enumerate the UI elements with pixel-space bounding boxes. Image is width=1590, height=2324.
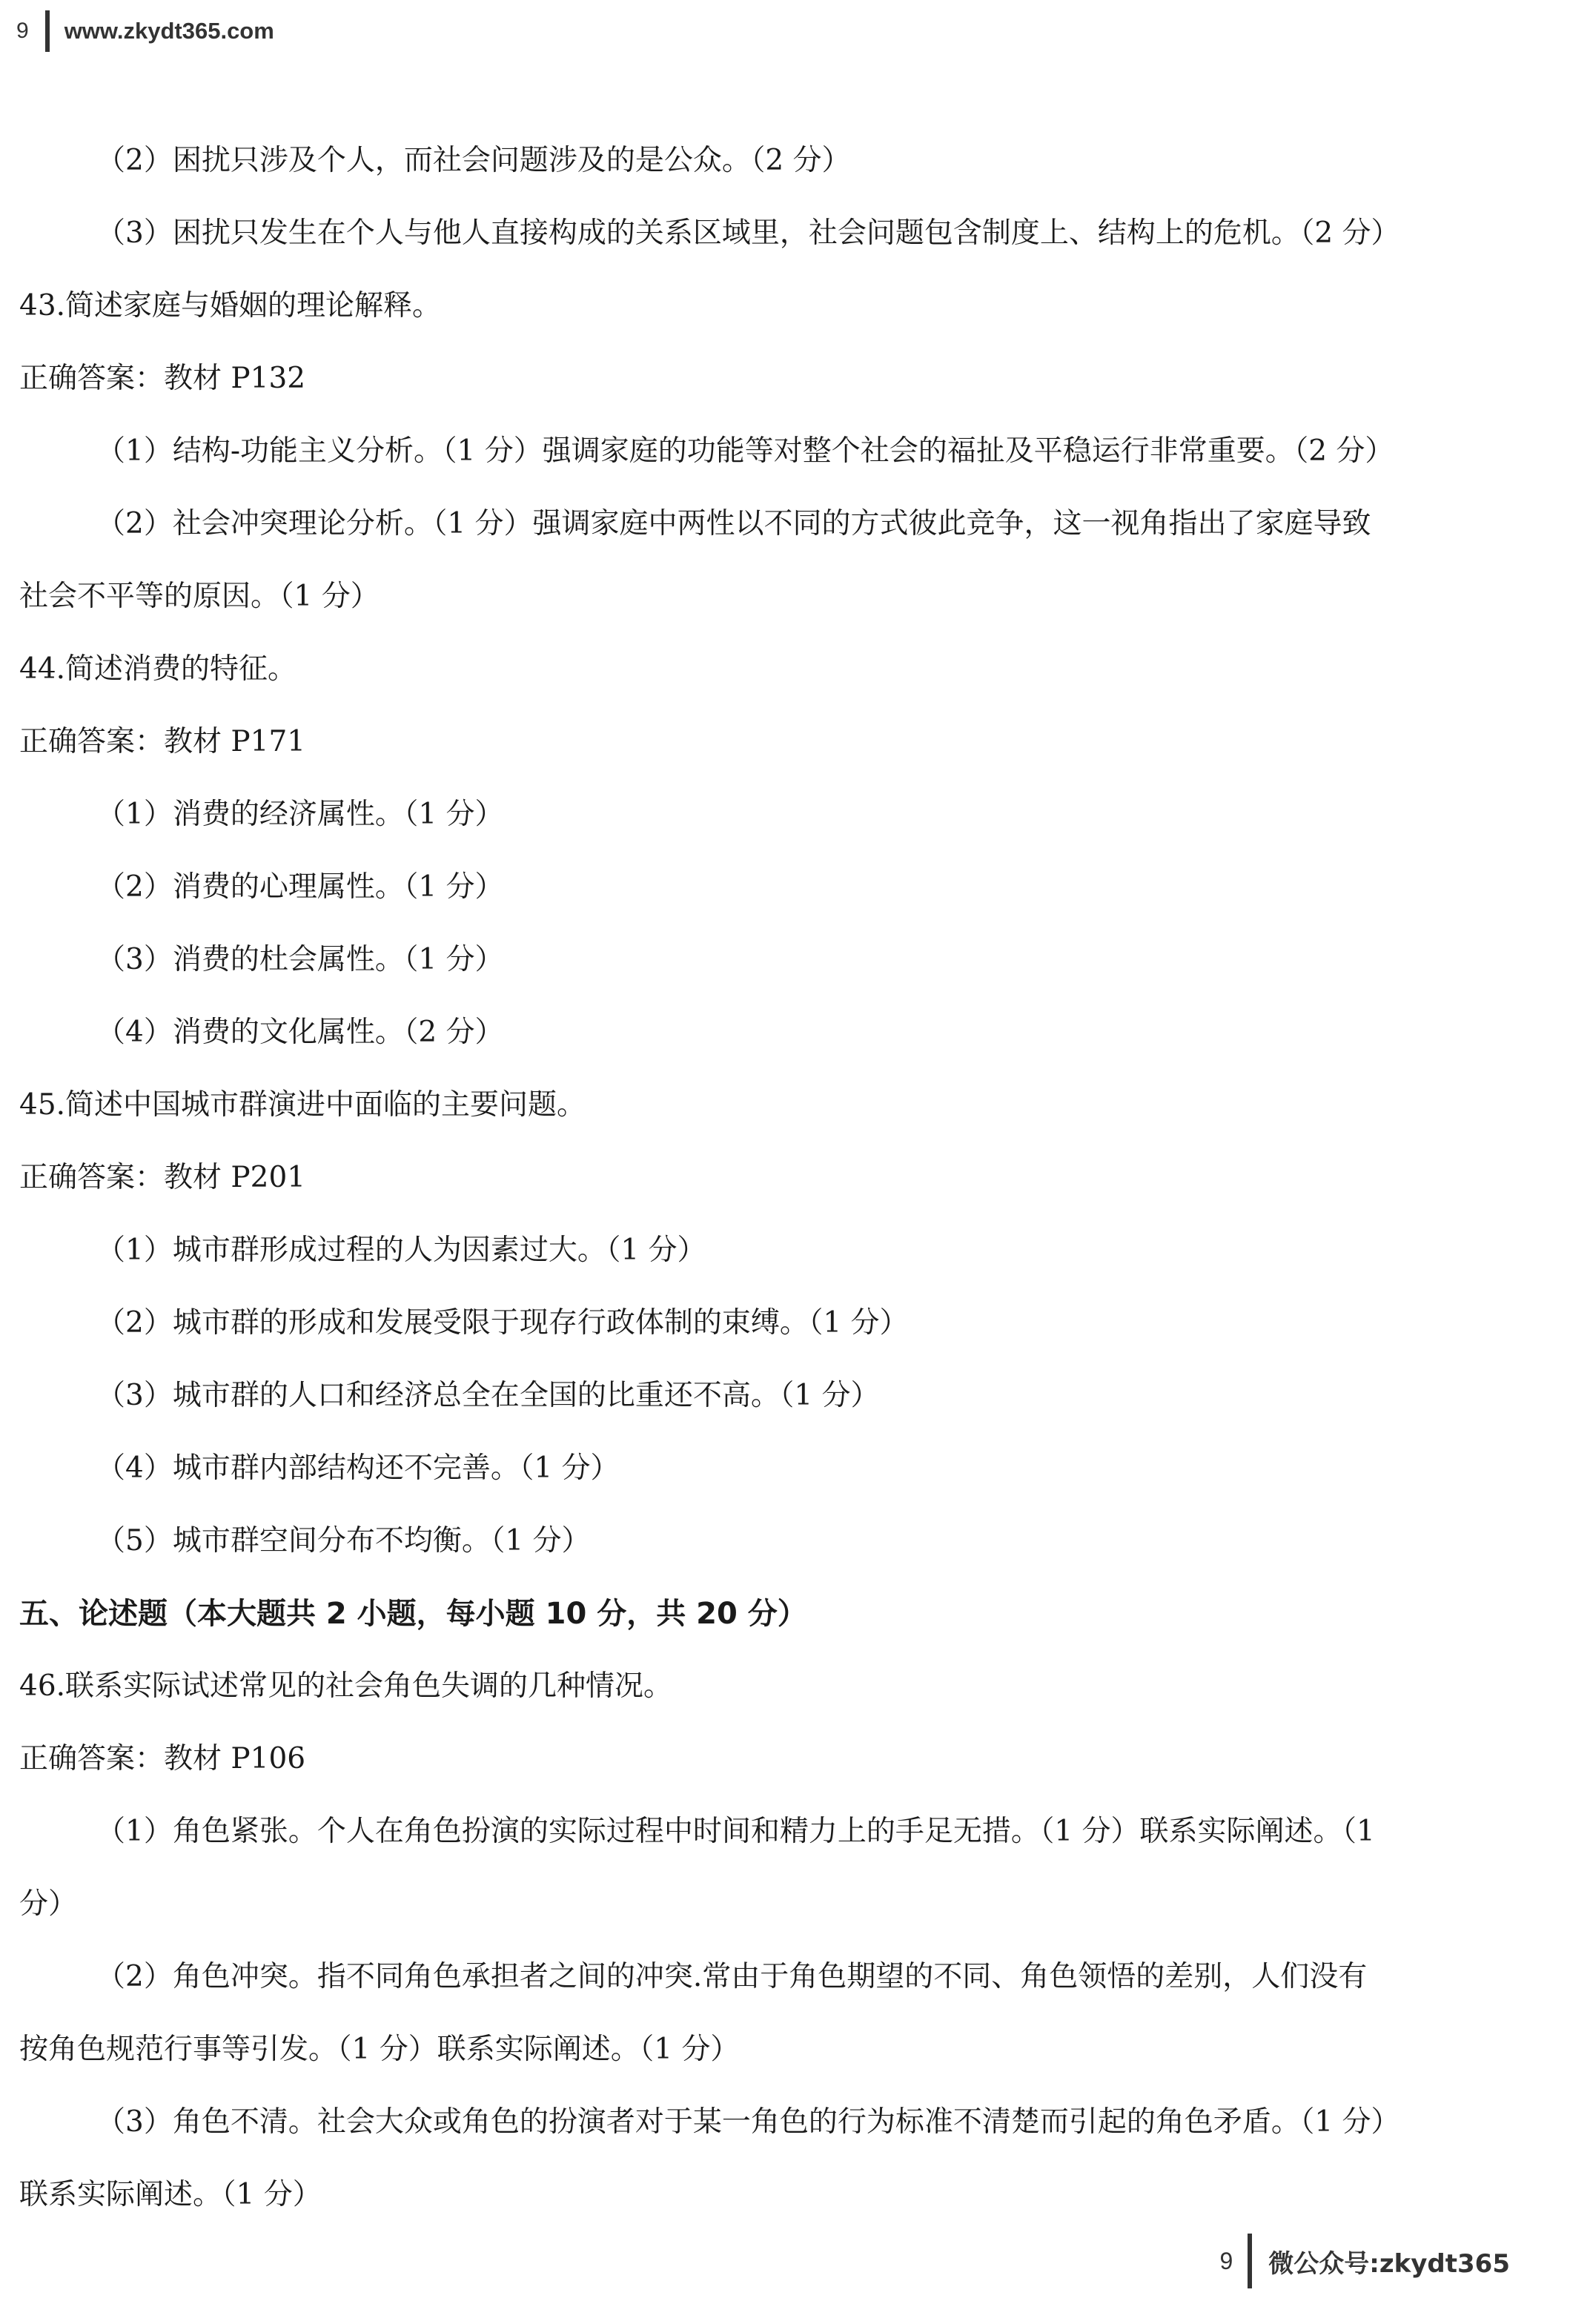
answer-point: （3）消费的杜会属性。（1 分） (96, 943, 504, 976)
question-44: 44.简述消费的特征。 (19, 652, 297, 686)
footer-page-number: 9 (1219, 2247, 1233, 2274)
answer-point: （2）困扰只涉及个人，而社会问题涉及的是公众。（2 分） (96, 144, 851, 177)
question-46: 46.联系实际试述常见的社会角色失调的几种情况。 (19, 1669, 673, 1703)
answer-point-continued: 联系实际阐述。（1 分） (19, 2178, 322, 2211)
answer-reference: 正确答案：教材 P132 (19, 362, 306, 395)
page-header (16, 10, 274, 52)
answer-point: （3）困扰只发生在个人与他人直接构成的关系区域里，社会问题包含制度上、结构上的危机。（2 分） (96, 216, 1400, 250)
answer-point: （1）消费的经济属性。（1 分） (96, 798, 504, 831)
answer-point-continued: 社会不平等的原因。（1 分） (19, 580, 380, 613)
answer-reference: 正确答案：教材 P106 (19, 1742, 306, 1775)
footer-wechat: 微公众号:zkydt365 (1268, 2248, 1510, 2279)
document-body (19, 125, 1531, 2231)
section-heading: 五、论述题（本大题共 2 小题，每小题 10 分，共 20 分） (19, 1597, 807, 1631)
answer-point: （1）角色紧张。个人在角色扮演的实际过程中时间和精力上的手足无措。（1 分）联系实际阐述。（1 (96, 1815, 1375, 1848)
header-url: www.zkydt365.com (64, 18, 274, 44)
answer-point-continued: 分） (19, 1887, 78, 1921)
answer-point: （1）城市群形成过程的人为因素过大。（1 分） (96, 1234, 706, 1267)
answer-point: （2）角色冲突。指不同角色承担者之间的冲突.常由于角色期望的不同、角色领悟的差别，人们没有 (96, 1960, 1368, 1993)
question-43: 43.简述家庭与婚姻的理论解释。 (19, 289, 442, 322)
header-divider (45, 10, 50, 52)
answer-point-continued: 按角色规范行事等引发。（1 分）联系实际阐述。（1 分） (19, 2033, 740, 2066)
answer-reference: 正确答案：教材 P171 (19, 725, 306, 758)
answer-point: （5）城市群空间分布不均衡。（1 分） (96, 1524, 591, 1557)
answer-point: （3）角色不清。社会大众或角色的扮演者对于某一角色的行为标准不清楚而引起的角色矛盾。（1 分） (96, 2105, 1400, 2139)
header-page-number: 9 (16, 19, 29, 43)
answer-point: （2）城市群的形成和发展受限于现存行政体制的束缚。（1 分） (96, 1306, 909, 1340)
answer-point: （1）结构-功能主义分析。（1 分）强调家庭的功能等对整个社会的福扯及平稳运行非常重要。（2 分） (96, 434, 1394, 468)
question-45: 45.简述中国城市群演进中面临的主要问题。 (19, 1088, 586, 1122)
answer-reference: 正确答案：教材 P201 (19, 1161, 306, 1194)
answer-point: （2）消费的心理属性。（1 分） (96, 870, 504, 904)
answer-point: （2）社会冲突理论分析。（1 分）强调家庭中两性以不同的方式彼此竞争，这一视角指出了家庭导致 (96, 507, 1371, 540)
answer-point: （3）城市群的人口和经济总全在全国的比重还不高。（1 分） (96, 1379, 880, 1412)
page-footer (1219, 2234, 1510, 2288)
answer-point: （4）城市群内部结构还不完善。（1 分） (96, 1451, 620, 1485)
footer-divider (1248, 2234, 1252, 2288)
answer-point: （4）消费的文化属性。（2 分） (96, 1016, 504, 1049)
